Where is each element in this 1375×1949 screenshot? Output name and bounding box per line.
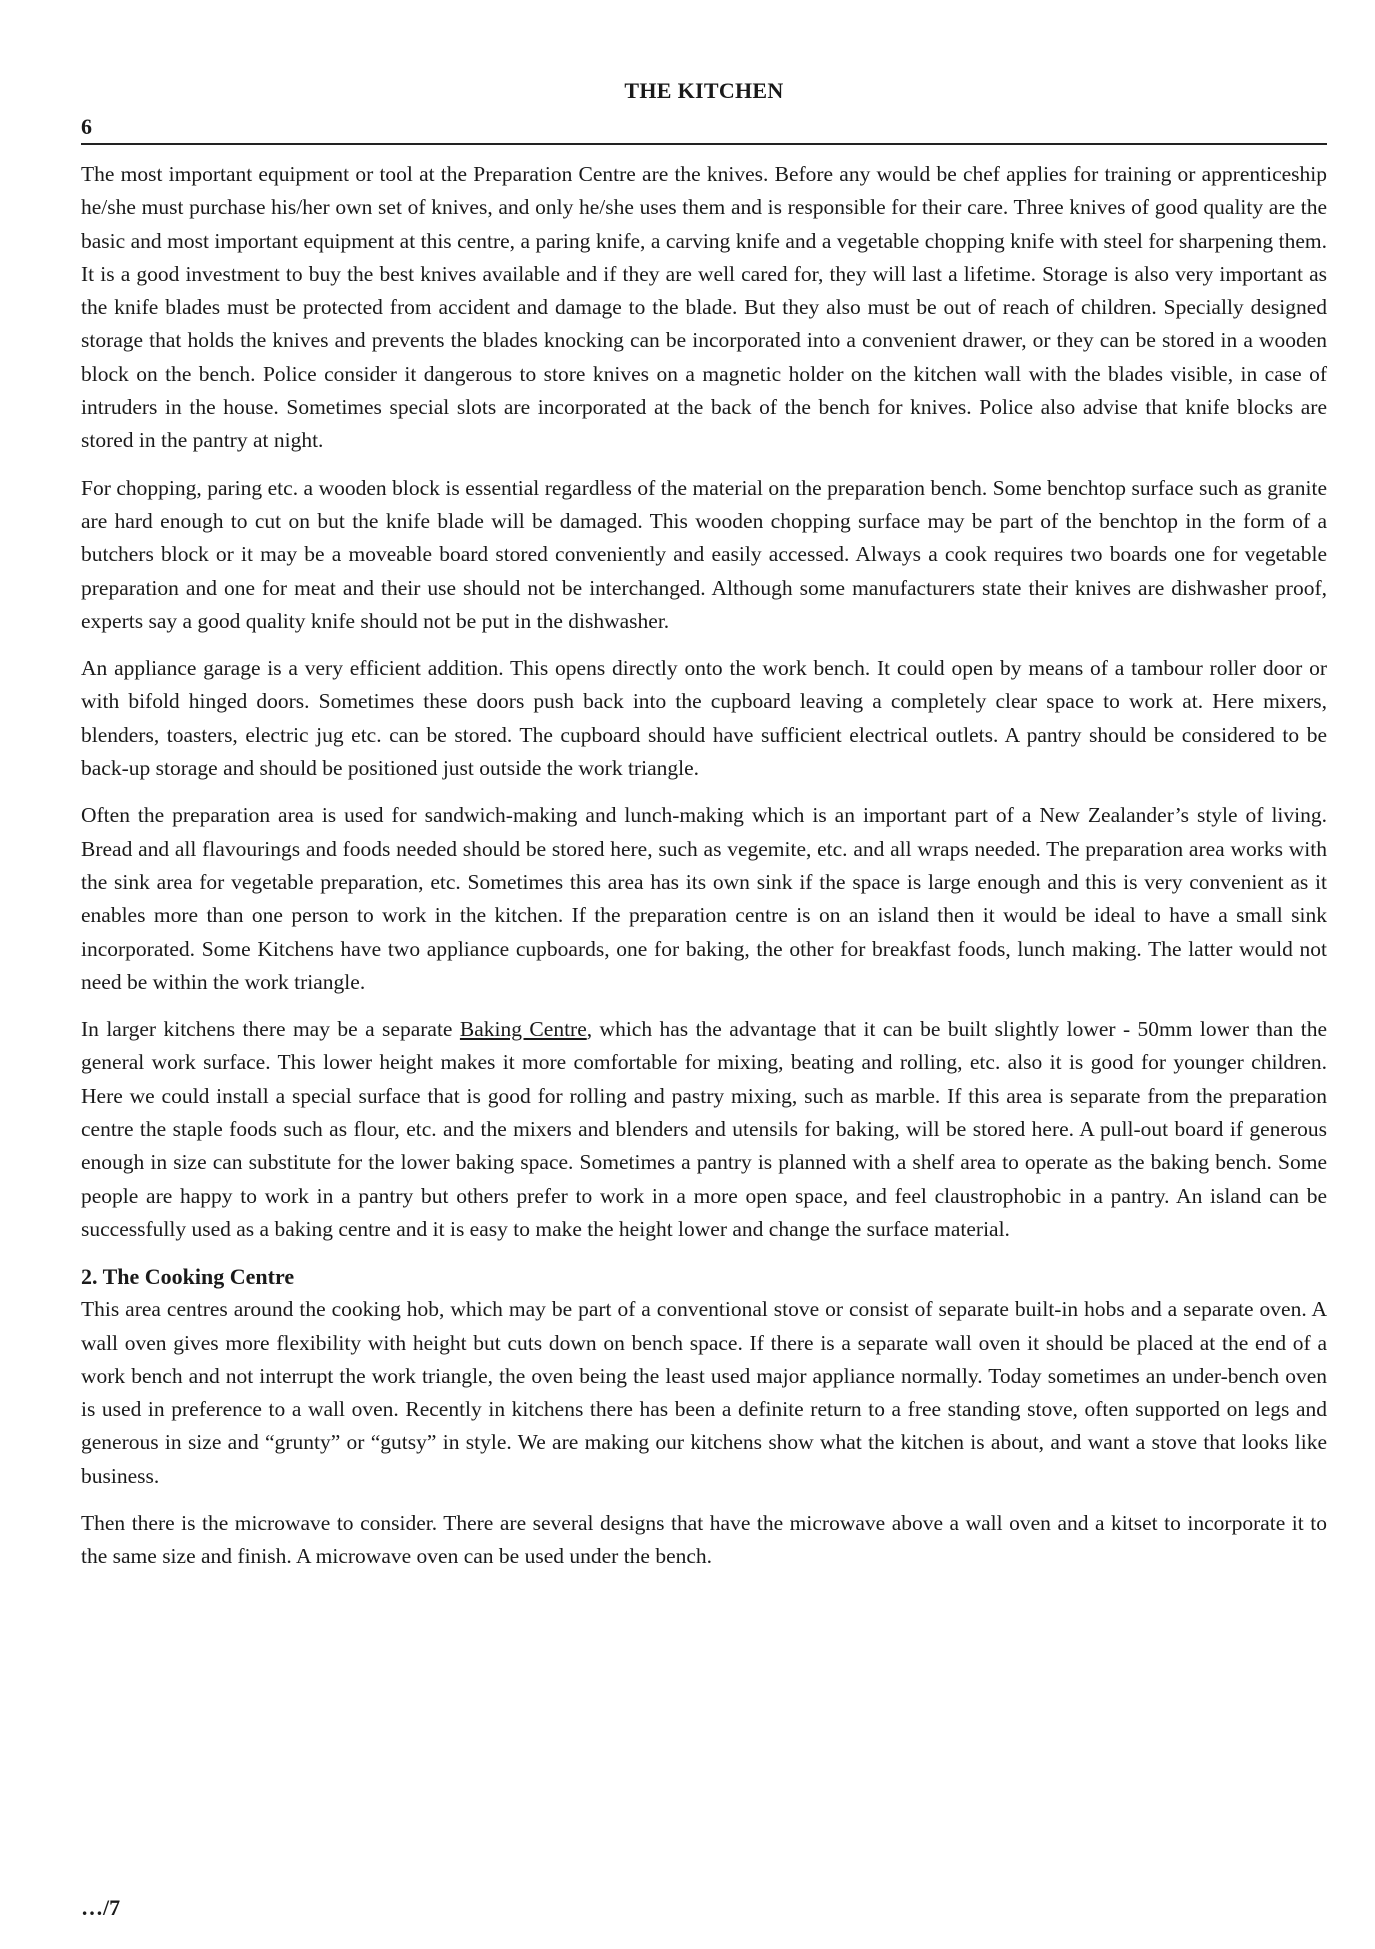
- paragraph-cooking-hob: This area centres around the cooking hob, which may be part of a conventional stove or consist of separate built-in hobs and a separate oven. A wall oven gives more flexibility with height but cuts down on bench space. If there is a separate wall oven it should be placed at the end of a work bench and not interrupt the work triangle, the oven being the least used major appliance normally. Today sometimes an under-bench oven is used in preference to a wall oven. Recently in kitchens there has been a definite return to a free standing stove, often supported on legs and generous in size and “grunty” or “gutsy” in style. We are making our kitchens show what the kitchen is about, and want a stove that looks like business.: [81, 1297, 1327, 1488]
- running-title: THE KITCHEN: [624, 78, 784, 103]
- paragraph-microwave: Then there is the microwave to consider. There are several designs that have the microwave above a wall oven and a kitset to incorporate it to the same size and finish. A microwave oven can be used under the bench.: [81, 1510, 1327, 1569]
- continuation-marker: …/7: [81, 1895, 121, 1920]
- paragraph-appliance-garage: An appliance garage is a very efficient addition. This opens directly onto the work bench. It could open by means of a tambour roller door or with bifold hinged doors. Sometimes these doors push back into the cupboard leaving a completely clear space to work at. Here mixers, blenders, toasters, electric jug etc. can be stored. The cupboard should have sufficient electrical outlets. A pantry should be considered to be back-up storage and should be positioned just outside the work triangle.: [81, 656, 1327, 781]
- paragraph-baking-centre: [81, 1013, 1327, 1246]
- baking-centre-term: Baking Centre: [459, 1017, 587, 1042]
- paragraph-knives: The most important equipment or tool at the Preparation Centre are the knives. Before any would be chef applies for training or apprenticeship he/she must purchase his/her own set of knives, and only he/she uses them and is responsible for their care. Three knives of good quality are the basic and most important equipment at this centre, a paring knife, a carving knife and a vegetable chopping knife with steel for sharpening them. It is a good investment to buy the best knives available and if they are well cared for, they will last a lifetime. Storage is also very important as the knife blades must be protected from accident and damage to the blade. But they also must be out of reach of children. Specially designed storage that holds the knives and prevents the blades knocking can be incorporated into a convenient drawer, or they can be stored in a wooden block on the bench. Police consider it dangerous to store knives on a magnetic holder on the kitchen wall with the blades visible, in case of intruders in the house. Sometimes special slots are incorporated at the back of the bench for knives. Police also advise that knife blocks are stored in the pantry at night.: [81, 162, 1327, 453]
- body-text: [81, 158, 1327, 1588]
- baking-text-before: In larger kitchens there may be a separate: [81, 1017, 460, 1042]
- section-heading-cooking-centre: 2. The Cooking Centre: [81, 1264, 295, 1290]
- document-page: [81, 0, 1327, 1949]
- page-number: 6: [81, 114, 92, 139]
- paragraph-chopping-board: For chopping, paring etc. a wooden block is essential regardless of the material on the preparation bench. Some benchtop surface such as granite are hard enough to cut on but the knife blade will be damaged. This wooden chopping surface may be part of the benchtop in the form of a butchers block or it may be a moveable board stored conveniently and easily accessed. Always a cook requires two boards one for vegetable preparation and one for meat and their use should not be interchanged. Although some manufacturers state their knives are dishwasher proof, experts say a good quality knife should not be put in the dishwasher.: [81, 475, 1327, 633]
- header-rule: [81, 143, 1327, 145]
- baking-text-after: , which has the advantage that it can be built slightly lower - 50mm lower than the general work surface. This lower height makes it more comfortable for mixing, beating and rolling, etc. also it is good for younger children. Here we could install a special surface that is good for rolling and pastry mixing, such as marble. If this area is separate from the preparation centre the staple foods such as flour, etc. and the mixers and blenders and utensils for baking, will be stored here. A pull-out board if generous enough in size can substitute for the lower baking space. Sometimes a pantry is planned with a shelf area to operate as the baking bench. Some people are happy to work in a pantry but others prefer to work in a more open space, and feel claustrophobic in a pantry. An island can be successfully used as a baking centre and it is easy to make the height lower and change the surface material.: [81, 1017, 1327, 1241]
- paragraph-sandwich-making: Often the preparation area is used for sandwich-making and lunch-making which is an important part of a New Zealander’s style of living. Bread and all flavourings and foods needed should be stored here, such as vegemite, etc. and all wraps needed. The preparation area works with the sink area for vegetable preparation, etc. Sometimes this area has its own sink if the space is large enough and this is very convenient as it enables more than one person to work in the kitchen. If the preparation centre is on an island then it would be ideal to have a small sink incorporated. Some Kitchens have two appliance cupboards, one for baking, the other for breakfast foods, lunch making. The latter would not need be within the work triangle.: [81, 803, 1327, 994]
